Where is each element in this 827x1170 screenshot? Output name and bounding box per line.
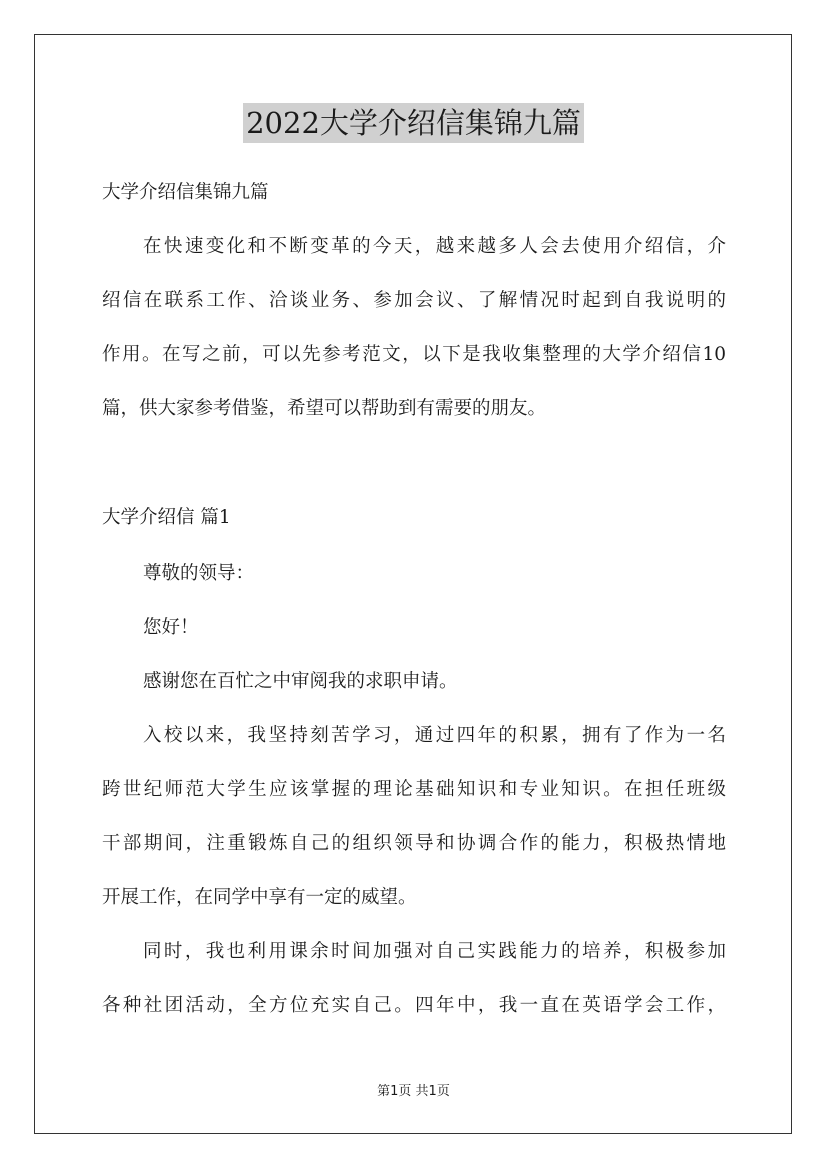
paragraph1-line-3: 干部期间，注重锻炼自己的组织领导和协调合作的能力，积极热情地 <box>102 833 726 854</box>
paragraph1-line-1: 入校以来，我坚持刻苦学习，通过四年的积累，拥有了作为一名 <box>143 725 726 746</box>
document-subtitle: 大学介绍信集锦九篇 <box>102 182 269 203</box>
paragraph2-line-2: 各种社团活动，全方位充实自己。四年中，我一直在英语学会工作， <box>102 995 726 1016</box>
paragraph2-line-1: 同时，我也利用课余时间加强对自己实践能力的培养，积极参加 <box>143 941 726 962</box>
page-number-footer: 第1页 共1页 <box>377 1084 450 1099</box>
greeting: 您好！ <box>143 617 199 638</box>
salutation: 尊敬的领导： <box>143 563 255 584</box>
intro-line-2: 绍信在联系工作、洽谈业务、参加会议、了解情况时起到自我说明的 <box>102 290 726 311</box>
paragraph1-line-4: 开展工作，在同学中享有一定的威望。 <box>102 887 417 908</box>
document-title-wrap <box>0 103 827 148</box>
paragraph1-line-2: 跨世纪师范大学生应该掌握的理论基础知识和专业知识。在担任班级 <box>102 779 726 800</box>
document-title: 2022大学介绍信集锦九篇 <box>243 103 584 143</box>
thanks-line: 感谢您在百忙之中审阅我的求职申请。 <box>143 671 458 692</box>
intro-line-1: 在快速变化和不断变革的今天，越来越多人会去使用介绍信，介 <box>143 236 726 257</box>
intro-line-4: 篇，供大家参考借鉴，希望可以帮助到有需要的朋友。 <box>102 398 547 419</box>
intro-line-3: 作用。在写之前，可以先参考范文，以下是我收集整理的大学介绍信10 <box>102 344 726 365</box>
section-heading: 大学介绍信 篇1 <box>102 507 231 528</box>
